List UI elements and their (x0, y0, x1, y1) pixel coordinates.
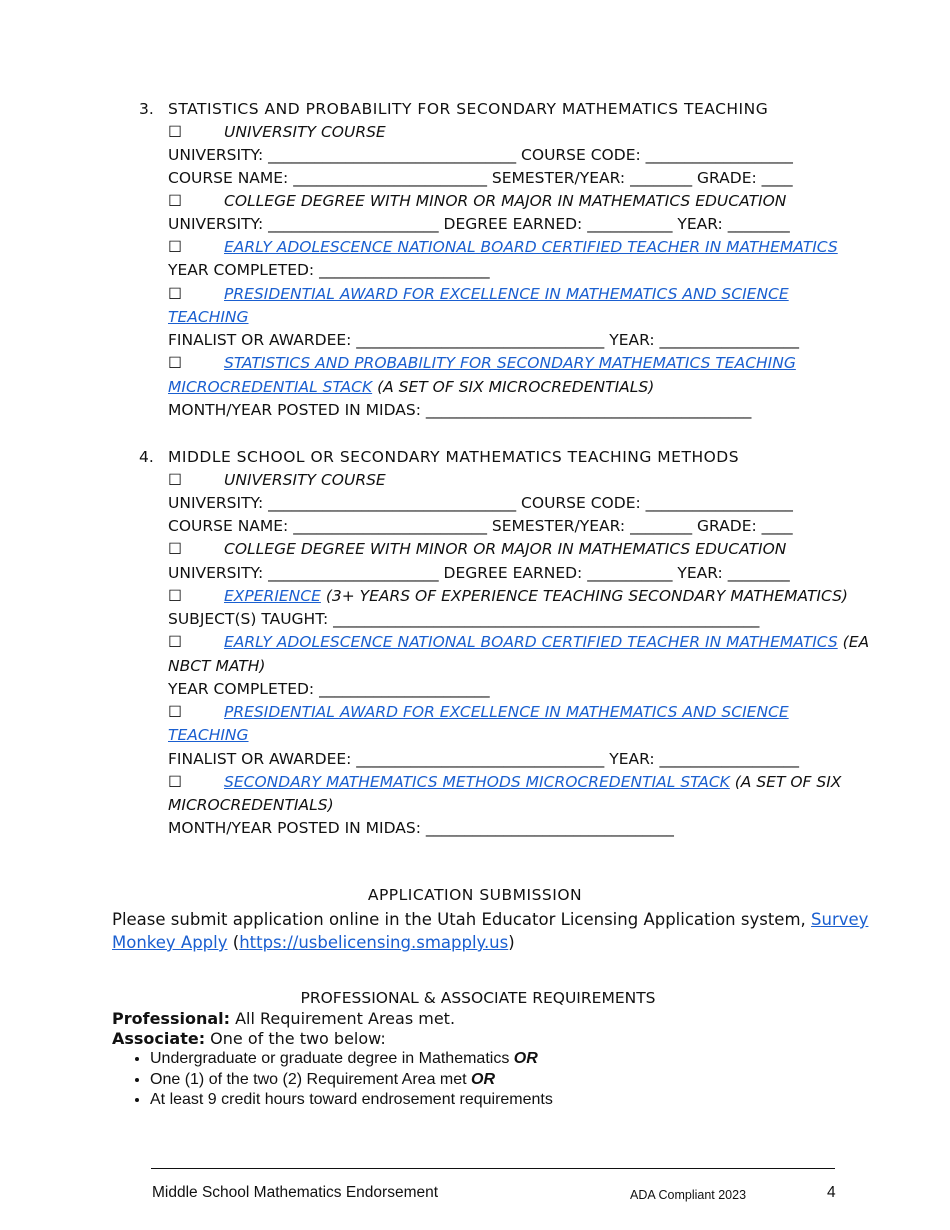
application-submission-heading: APPLICATION SUBMISSION (367, 886, 583, 904)
associate-text: One of the two below: (205, 1029, 386, 1048)
presidential-award-link[interactable]: PRESIDENTIAL AWARD FOR EXCELLENCE IN MATHEMATICS AND SCIENCE (224, 703, 789, 721)
option-college-degree-label: COLLEGE DEGREE WITH MINOR OR MAJOR IN MATHEMATICS EDUCATION (224, 192, 787, 210)
submission-text-line (112, 910, 868, 929)
checkbox-university-course[interactable]: ☐ (168, 471, 182, 489)
footer-divider (151, 1168, 835, 1169)
midas-posted-line[interactable]: MONTH/YEAR POSTED IN MIDAS: ________________________________ (168, 819, 674, 837)
midas-posted-line[interactable]: MONTH/YEAR POSTED IN MIDAS: __________________________________________ (168, 401, 752, 419)
course-name-semester-grade-line[interactable]: COURSE NAME: _________________________ SEMESTER/YEAR: ________ GRADE: ____ (168, 169, 793, 187)
subjects-taught-line[interactable]: SUBJECT(S) TAUGHT: _______________________________________________________ (168, 610, 760, 628)
paren-close: ) (508, 933, 515, 952)
requirements-heading: PROFESSIONAL & ASSOCIATE REQUIREMENTS (300, 989, 656, 1007)
ea-nbct-note: (EA (837, 633, 870, 651)
section-4-title: MIDDLE SCHOOL OR SECONDARY MATHEMATICS TEACHING METHODS (168, 448, 740, 466)
microcredential-stack-link[interactable]: STATISTICS AND PROBABILITY FOR SECONDARY MATHEMATICS TEACHING (224, 354, 796, 372)
checkbox-presidential-award[interactable]: ☐ (168, 285, 182, 303)
checkbox-college-degree[interactable]: ☐ (168, 192, 182, 210)
ea-nbct-option (224, 633, 869, 651)
page-number: 4 (827, 1184, 836, 1201)
year-completed-line[interactable]: YEAR COMPLETED: ______________________ (168, 261, 490, 279)
option-university-course-label: UNIVERSITY COURSE (224, 123, 386, 141)
list-item-text: At least 9 credit hours toward endrosement requirements (150, 1091, 553, 1108)
finalist-awardee-line[interactable]: FINALIST OR AWARDEE: ________________________________ YEAR: __________________ (168, 750, 800, 768)
presidential-award-link-cont[interactable]: TEACHING (168, 308, 249, 326)
survey-monkey-link-cont[interactable]: Monkey Apply (112, 933, 228, 952)
presidential-award-link-cont[interactable]: TEACHING (168, 726, 249, 744)
checkbox-experience[interactable]: ☐ (168, 587, 182, 605)
methods-microcredential-note: (A SET OF SIX (729, 773, 842, 791)
presidential-award-link[interactable]: PRESIDENTIAL AWARD FOR EXCELLENCE IN MATHEMATICS AND SCIENCE (224, 285, 789, 303)
ea-nbct-link[interactable]: EARLY ADOLESCENCE NATIONAL BOARD CERTIFIED TEACHER IN MATHEMATICS (224, 633, 838, 651)
list-item-text: Undergraduate or graduate degree in Mathematics (150, 1050, 514, 1067)
microcredential-stack-note: (A SET OF SIX MICROCREDENTIALS) (372, 378, 655, 396)
list-item-text: One (1) of the two (2) Requirement Area met (150, 1070, 472, 1088)
footer-ada-compliant: ADA Compliant 2023 (630, 1188, 747, 1202)
ea-nbct-note-cont: NBCT MATH) (168, 657, 266, 675)
footer-document-title: Middle School Mathematics Endorsement (152, 1184, 439, 1201)
methods-microcredential-option (224, 773, 841, 791)
professional-line (112, 1009, 455, 1028)
experience-option (224, 587, 848, 605)
experience-note: (3+ YEARS OF EXPERIENCE TEACHING SECONDARY MATHEMATICS) (320, 587, 848, 605)
checkbox-presidential-award[interactable]: ☐ (168, 703, 182, 721)
methods-microcredential-note-cont: MICROCREDENTIALS) (168, 796, 334, 814)
checkbox-ea-nbct[interactable]: ☐ (168, 238, 182, 256)
university-course-code-line[interactable]: UNIVERSITY: ________________________________ COURSE CODE: ___________________ (168, 494, 793, 512)
list-item (150, 1070, 553, 1091)
list-item-or: OR (471, 1070, 496, 1088)
smapply-url-link[interactable]: https://usbelicensing.smapply.us (239, 933, 509, 952)
methods-microcredential-link[interactable]: SECONDARY MATHEMATICS METHODS MICROCREDENTIAL STACK (224, 773, 730, 791)
professional-text: All Requirement Areas met. (230, 1009, 456, 1028)
section-4-number: 4. (139, 448, 154, 466)
list-item (150, 1049, 553, 1070)
list-item (150, 1090, 553, 1111)
course-name-semester-grade-line[interactable]: COURSE NAME: _________________________ SEMESTER/YEAR: ________ GRADE: ____ (168, 517, 793, 535)
professional-label: Professional: (112, 1009, 231, 1028)
microcredential-stack-line (168, 378, 654, 396)
survey-monkey-link[interactable]: Survey (811, 910, 869, 929)
ea-nbct-link[interactable]: EARLY ADOLESCENCE NATIONAL BOARD CERTIFIED TEACHER IN MATHEMATICS (224, 238, 838, 256)
section-3-number: 3. (139, 100, 154, 118)
submission-text-line-2 (112, 933, 515, 952)
university-course-code-line[interactable]: UNIVERSITY: ________________________________ COURSE CODE: ___________________ (168, 146, 793, 164)
year-completed-line[interactable]: YEAR COMPLETED: ______________________ (168, 680, 490, 698)
associate-line (112, 1029, 386, 1048)
option-university-course-label: UNIVERSITY COURSE (224, 471, 386, 489)
checkbox-microcredential-stack[interactable]: ☐ (168, 354, 182, 372)
experience-link[interactable]: EXPERIENCE (224, 587, 321, 605)
section-3-title: STATISTICS AND PROBABILITY FOR SECONDARY MATHEMATICS TEACHING (168, 100, 769, 118)
associate-label: Associate: (112, 1029, 206, 1048)
finalist-awardee-line[interactable]: FINALIST OR AWARDEE: ________________________________ YEAR: __________________ (168, 331, 800, 349)
microcredential-stack-link-cont[interactable]: MICROCREDENTIAL STACK (168, 378, 373, 396)
option-college-degree-label: COLLEGE DEGREE WITH MINOR OR MAJOR IN MATHEMATICS EDUCATION (224, 540, 787, 558)
associate-requirements-list (112, 1049, 553, 1111)
list-item-or: OR (513, 1050, 538, 1067)
degree-earned-line[interactable]: UNIVERSITY: ______________________ DEGREE EARNED: ___________ YEAR: ________ (168, 215, 790, 233)
checkbox-university-course[interactable]: ☐ (168, 123, 182, 141)
checkbox-college-degree[interactable]: ☐ (168, 540, 182, 558)
checkbox-ea-nbct[interactable]: ☐ (168, 633, 182, 651)
paren-open: ( (227, 933, 240, 952)
submission-text: Please submit application online in the Utah Educator Licensing Application system, (112, 910, 812, 929)
checkbox-methods-microcredential[interactable]: ☐ (168, 773, 182, 791)
degree-earned-line[interactable]: UNIVERSITY: ______________________ DEGREE EARNED: ___________ YEAR: ________ (168, 564, 790, 582)
